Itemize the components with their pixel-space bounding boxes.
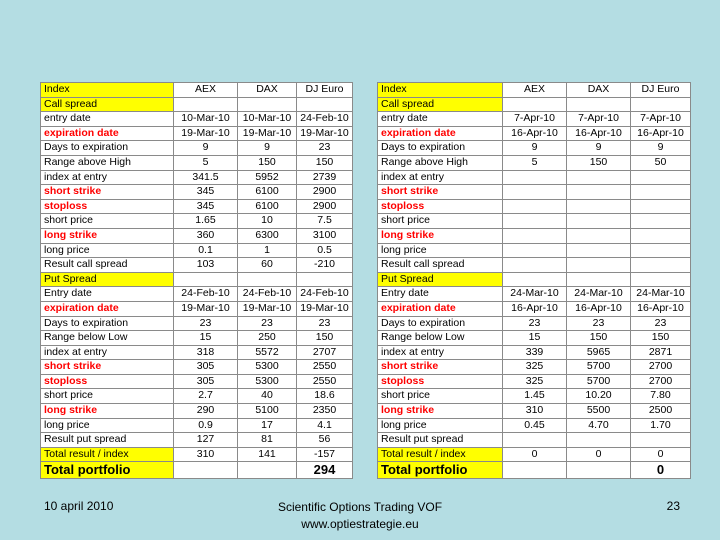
table-cell: 23 [297, 141, 353, 156]
table-cell: 60 [238, 258, 297, 273]
row-label: Result put spread [41, 433, 174, 448]
table-cell: 310 [174, 447, 238, 462]
total-portfolio-label: Total portfolio [378, 462, 503, 479]
table-row [378, 126, 691, 141]
table-cell: 1.65 [174, 214, 238, 229]
table-row [378, 389, 691, 404]
header-row [41, 83, 353, 98]
table-cell: 40 [238, 389, 297, 404]
row-label: short strike [41, 185, 174, 200]
table-cell: 23 [631, 316, 691, 331]
table-row [41, 287, 353, 302]
row-label: short price [41, 389, 174, 404]
table-cell: 5965 [567, 345, 631, 360]
table-cell: 341.5 [174, 170, 238, 185]
row-label: Put Spread [41, 272, 174, 287]
table-row [378, 374, 691, 389]
table-cell [567, 433, 631, 448]
table-cell: 103 [174, 258, 238, 273]
table-cell: 2500 [631, 404, 691, 419]
table-cell: 19-Mar-10 [174, 126, 238, 141]
table-cell [631, 214, 691, 229]
table-row [378, 287, 691, 302]
table-row [41, 170, 353, 185]
table-row [378, 360, 691, 375]
row-label: index at entry [41, 170, 174, 185]
table-cell: 81 [238, 433, 297, 448]
table-cell [503, 433, 567, 448]
table-cell: 19-Mar-10 [297, 301, 353, 316]
table-cell: 4.70 [567, 418, 631, 433]
table-cell: 16-Apr-10 [631, 126, 691, 141]
table-row [378, 433, 691, 448]
table-cell: 305 [174, 360, 238, 375]
row-label: expiration date [378, 301, 503, 316]
table-row [41, 199, 353, 214]
table-cell [297, 97, 353, 112]
table-cell: 16-Apr-10 [567, 301, 631, 316]
table-cell [631, 228, 691, 243]
table-cell: 0.5 [297, 243, 353, 258]
table-cell [503, 199, 567, 214]
table-row [41, 316, 353, 331]
table-cell [631, 170, 691, 185]
table-cell [503, 243, 567, 258]
table-cell: 5700 [567, 360, 631, 375]
table-cell [567, 228, 631, 243]
table-cell: 5300 [238, 360, 297, 375]
table-cell: 9 [567, 141, 631, 156]
table-row [378, 243, 691, 258]
table-cell: 5500 [567, 404, 631, 419]
table-cell: 6300 [238, 228, 297, 243]
table-cell [631, 243, 691, 258]
table-cell [503, 97, 567, 112]
row-label: long strike [41, 228, 174, 243]
table-row [41, 141, 353, 156]
table-cell-empty [567, 462, 631, 479]
table-cell: 2900 [297, 199, 353, 214]
table-cell: 5952 [238, 170, 297, 185]
table-cell: 24-Feb-10 [238, 287, 297, 302]
table-cell: 9 [174, 141, 238, 156]
row-label: expiration date [41, 126, 174, 141]
table-cell: 250 [238, 331, 297, 346]
table-cell: 2550 [297, 374, 353, 389]
table-row [378, 141, 691, 156]
table-row [41, 447, 353, 462]
table-cell: 1.45 [503, 389, 567, 404]
table-cell: 2.7 [174, 389, 238, 404]
table-cell [503, 258, 567, 273]
table-cell: 2550 [297, 360, 353, 375]
row-label: index at entry [41, 345, 174, 360]
table-cell: 0.45 [503, 418, 567, 433]
total-portfolio-value: 294 [297, 462, 353, 479]
table-row [378, 170, 691, 185]
row-label: long price [41, 418, 174, 433]
table-cell: 141 [238, 447, 297, 462]
footer-date: 10 april 2010 [44, 499, 114, 513]
footer-company-name: Scientific Options Trading VOF [277, 500, 443, 514]
table-cell [567, 170, 631, 185]
table-row [378, 301, 691, 316]
table-cell [503, 272, 567, 287]
table-cell: 16-Apr-10 [503, 301, 567, 316]
table-row [41, 331, 353, 346]
table-cell [567, 243, 631, 258]
table-cell: 10-Mar-10 [174, 112, 238, 127]
footer-website: www.optiestrategie.eu [301, 517, 419, 531]
table-cell [631, 272, 691, 287]
header-row [378, 83, 691, 98]
table-cell: 19-Mar-10 [238, 126, 297, 141]
table-cell [567, 272, 631, 287]
row-label: expiration date [41, 301, 174, 316]
table-cell: 2739 [297, 170, 353, 185]
table-row [378, 112, 691, 127]
table-cell: 325 [503, 374, 567, 389]
table-cell: 56 [297, 433, 353, 448]
table-cell: 305 [174, 374, 238, 389]
table-cell: 19-Mar-10 [297, 126, 353, 141]
row-label: Result call spread [378, 258, 503, 273]
row-label: entry date [41, 112, 174, 127]
table-cell [503, 170, 567, 185]
table-cell [567, 258, 631, 273]
table-cell: 345 [174, 185, 238, 200]
table-cell: 23 [503, 316, 567, 331]
table-cell [631, 185, 691, 200]
row-label: Result put spread [378, 433, 503, 448]
table-row [41, 258, 353, 273]
row-label: stoploss [41, 374, 174, 389]
left-spreadsheet-table [40, 82, 353, 479]
table-cell: 7-Apr-10 [503, 112, 567, 127]
table-row [378, 316, 691, 331]
row-label: Entry date [378, 287, 503, 302]
row-label: Days to expiration [378, 141, 503, 156]
table-cell: 15 [503, 331, 567, 346]
header-column-label: DAX [567, 83, 631, 98]
row-label: short price [378, 389, 503, 404]
table-cell: 6100 [238, 199, 297, 214]
table-cell: 16-Apr-10 [503, 126, 567, 141]
row-label: short strike [378, 360, 503, 375]
right-spreadsheet-table [377, 82, 691, 479]
table-cell [631, 97, 691, 112]
table-cell: 23 [238, 316, 297, 331]
header-index-label: Index [41, 83, 174, 98]
table-cell: 360 [174, 228, 238, 243]
table-cell: 1 [238, 243, 297, 258]
table-cell: 150 [567, 155, 631, 170]
table-cell: 3100 [297, 228, 353, 243]
table-cell: 2900 [297, 185, 353, 200]
row-label: long strike [41, 404, 174, 419]
table-row [378, 331, 691, 346]
row-label: Range above High [41, 155, 174, 170]
table-cell: 19-Mar-10 [174, 301, 238, 316]
table-row [41, 404, 353, 419]
table-cell: 5100 [238, 404, 297, 419]
table-cell: 23 [297, 316, 353, 331]
table-row [41, 433, 353, 448]
table-row [378, 185, 691, 200]
table-cell: 150 [297, 155, 353, 170]
table-cell [174, 97, 238, 112]
table-cell: 325 [503, 360, 567, 375]
table-cell: 2700 [631, 360, 691, 375]
table-cell: 9 [631, 141, 691, 156]
table-cell: 24-Mar-10 [631, 287, 691, 302]
table-row [41, 272, 353, 287]
row-label: index at entry [378, 170, 503, 185]
row-label: Call spread [378, 97, 503, 112]
table-cell: 50 [631, 155, 691, 170]
row-label: long price [378, 418, 503, 433]
table-row [41, 185, 353, 200]
header-column-label: DJ Euro [297, 83, 353, 98]
table-row [378, 155, 691, 170]
row-label: long price [378, 243, 503, 258]
table-cell: 23 [567, 316, 631, 331]
row-label: Total result / index [41, 447, 174, 462]
table-cell: 339 [503, 345, 567, 360]
table-cell: 10-Mar-10 [238, 112, 297, 127]
table-cell: 150 [238, 155, 297, 170]
table-cell: 5300 [238, 374, 297, 389]
table-cell: 150 [631, 331, 691, 346]
table-cell: 7.5 [297, 214, 353, 229]
table-cell [631, 433, 691, 448]
table-cell: 24-Mar-10 [567, 287, 631, 302]
table-cell: 5 [503, 155, 567, 170]
table-cell [567, 185, 631, 200]
total-portfolio-row [378, 462, 691, 479]
table-cell: 24-Feb-10 [174, 287, 238, 302]
table-row [41, 418, 353, 433]
total-portfolio-row [41, 462, 353, 479]
row-label: expiration date [378, 126, 503, 141]
header-index-label: Index [378, 83, 503, 98]
table-row [378, 272, 691, 287]
table-row [41, 214, 353, 229]
table-cell: 0 [567, 447, 631, 462]
table-row [378, 258, 691, 273]
table-row [41, 345, 353, 360]
table-cell-empty [174, 462, 238, 479]
row-label: long strike [378, 228, 503, 243]
table-cell [174, 272, 238, 287]
table-cell: 310 [503, 404, 567, 419]
table-cell: 1.70 [631, 418, 691, 433]
table-cell: 9 [503, 141, 567, 156]
table-cell: 24-Feb-10 [297, 112, 353, 127]
row-label: short price [378, 214, 503, 229]
table-row [378, 345, 691, 360]
table-cell [503, 214, 567, 229]
table-cell: 7-Apr-10 [631, 112, 691, 127]
table-cell: 127 [174, 433, 238, 448]
table-cell: 150 [297, 331, 353, 346]
table-cell-empty [238, 462, 297, 479]
table-cell: 0.1 [174, 243, 238, 258]
table-cell: 0 [503, 447, 567, 462]
table-cell: -210 [297, 258, 353, 273]
table-cell: 7.80 [631, 389, 691, 404]
table-cell-empty [503, 462, 567, 479]
row-label: entry date [378, 112, 503, 127]
table-cell: 2350 [297, 404, 353, 419]
table-cell [503, 228, 567, 243]
table-cell [238, 272, 297, 287]
row-label: long price [41, 243, 174, 258]
table-cell: 16-Apr-10 [567, 126, 631, 141]
total-portfolio-value: 0 [631, 462, 691, 479]
table-cell [567, 199, 631, 214]
row-label: stoploss [41, 199, 174, 214]
table-cell: 16-Apr-10 [631, 301, 691, 316]
table-cell [297, 272, 353, 287]
table-row [378, 447, 691, 462]
table-cell: 318 [174, 345, 238, 360]
table-cell [503, 185, 567, 200]
table-cell: 345 [174, 199, 238, 214]
table-cell: 0 [631, 447, 691, 462]
row-label: Range below Low [41, 331, 174, 346]
table-row [378, 97, 691, 112]
row-label: stoploss [378, 374, 503, 389]
table-cell [567, 214, 631, 229]
header-column-label: DJ Euro [631, 83, 691, 98]
table-row [378, 199, 691, 214]
row-label: Days to expiration [378, 316, 503, 331]
row-label: stoploss [378, 199, 503, 214]
table-cell: 6100 [238, 185, 297, 200]
row-label: Days to expiration [41, 141, 174, 156]
table-cell: 2871 [631, 345, 691, 360]
table-cell: 5700 [567, 374, 631, 389]
footer-company [240, 499, 480, 533]
table-row [378, 404, 691, 419]
table-cell: 23 [174, 316, 238, 331]
table-row [378, 228, 691, 243]
table-cell: 0.9 [174, 418, 238, 433]
table-cell: 10 [238, 214, 297, 229]
header-column-label: DAX [238, 83, 297, 98]
row-label: long strike [378, 404, 503, 419]
row-label: Entry date [41, 287, 174, 302]
footer-page-number: 23 [666, 499, 680, 513]
table-cell: 2700 [631, 374, 691, 389]
table-cell [567, 97, 631, 112]
table-cell: 10.20 [567, 389, 631, 404]
table-cell: 150 [567, 331, 631, 346]
table-row [41, 97, 353, 112]
table-cell: 24-Feb-10 [297, 287, 353, 302]
table-row [41, 360, 353, 375]
table-cell [631, 258, 691, 273]
table-cell: 7-Apr-10 [567, 112, 631, 127]
table-cell: 4.1 [297, 418, 353, 433]
table-cell: 15 [174, 331, 238, 346]
row-label: index at entry [378, 345, 503, 360]
table-cell: -157 [297, 447, 353, 462]
table-row [41, 112, 353, 127]
row-label: Put Spread [378, 272, 503, 287]
table-row [41, 243, 353, 258]
row-label: short strike [378, 185, 503, 200]
row-label: Range below Low [378, 331, 503, 346]
table-row [378, 418, 691, 433]
row-label: Call spread [41, 97, 174, 112]
table-row [41, 228, 353, 243]
table-cell: 9 [238, 141, 297, 156]
table-row [41, 155, 353, 170]
table-cell: 2707 [297, 345, 353, 360]
row-label: Range above High [378, 155, 503, 170]
row-label: short price [41, 214, 174, 229]
table-cell: 24-Mar-10 [503, 287, 567, 302]
table-row [41, 389, 353, 404]
row-label: Days to expiration [41, 316, 174, 331]
row-label: Result call spread [41, 258, 174, 273]
row-label: Total result / index [378, 447, 503, 462]
table-row [378, 214, 691, 229]
table-cell [238, 97, 297, 112]
total-portfolio-label: Total portfolio [41, 462, 174, 479]
table-row [41, 374, 353, 389]
table-cell: 5 [174, 155, 238, 170]
table-cell: 19-Mar-10 [238, 301, 297, 316]
table-cell: 290 [174, 404, 238, 419]
table-row [41, 301, 353, 316]
table-row [41, 126, 353, 141]
table-cell: 5572 [238, 345, 297, 360]
header-column-label: AEX [503, 83, 567, 98]
table-cell: 17 [238, 418, 297, 433]
table-cell: 18.6 [297, 389, 353, 404]
row-label: short strike [41, 360, 174, 375]
table-cell [631, 199, 691, 214]
header-column-label: AEX [174, 83, 238, 98]
